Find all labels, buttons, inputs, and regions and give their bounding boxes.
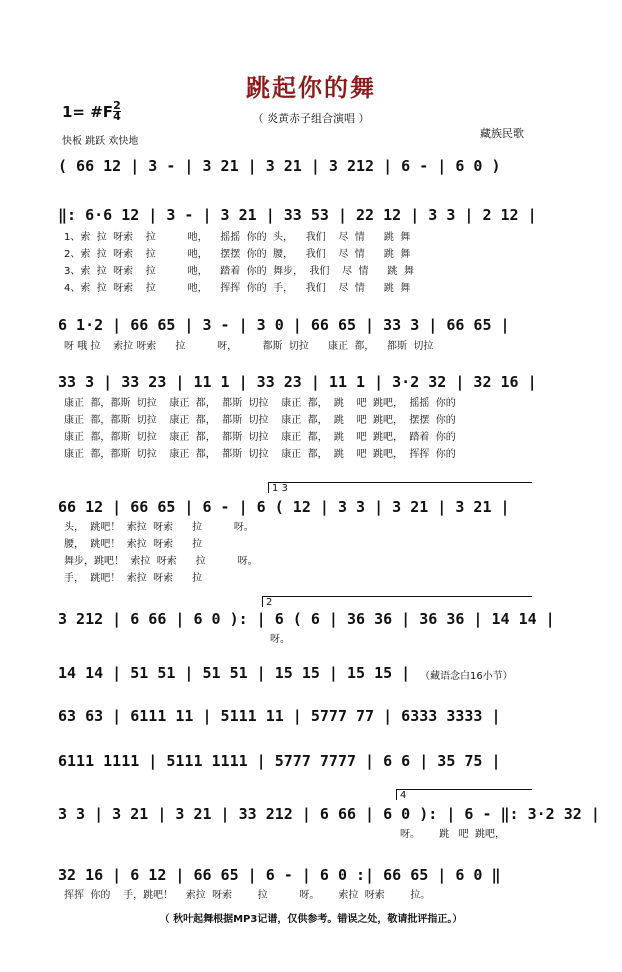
- music-line-9: 6111 1111 | 5111 1111 | 5777 7777 | 6 6 | 35 75 |: [58, 752, 501, 770]
- time-bottom: 4: [113, 110, 121, 123]
- volta-4: 4: [396, 789, 532, 800]
- music-line-6: 3 212 | 6 66 | 6 0 ): | 6 ( 6 | 36 36 | 36 36 | 14 14 |: [58, 610, 555, 628]
- verse-4-line-2: 4、索 拉 呀索 拉 吔， 挥挥 你的 手， 我们 尽 情 跳 舞: [64, 283, 411, 294]
- verse-3-line-2: 3、索 拉 呀索 拉 吔， 踏着 你的 舞步， 我们 尽 情 跳 舞: [64, 266, 414, 277]
- transcription-note: （ 秋叶起舞根据MP3记谱，仅供参考。错误之处，敬请批评指正。）: [159, 914, 463, 925]
- tempo-marking: 快板 跳跃 欢快地: [62, 136, 139, 147]
- verse-1-line-5: 头， 跳吧！ 索拉 呀索 拉 呀。: [64, 522, 254, 533]
- music-line-2: ‖: 6·6 12 | 3 - | 3 21 | 33 53 | 22 12 | 3 3 | 2 12 |: [58, 206, 537, 224]
- lyric-line-3: 呀 哦 拉 索拉 呀索 拉 呀， 都斯 切拉 康正 都， 都斯 切拉: [64, 341, 434, 352]
- verse-4-line-5: 手， 跳吧！ 索拉 呀索 拉: [64, 573, 203, 584]
- verse-3-line-4: 康正 都，都斯 切拉 康正 都， 都斯 切拉 康正 都， 跳 吧 跳吧， 踏着 你的: [64, 432, 456, 443]
- song-title: 跳起你的舞: [246, 74, 376, 102]
- origin-label: 藏族民歌: [480, 127, 524, 140]
- time-top: 2: [113, 99, 121, 112]
- verse-2-line-4: 康正 都，都斯 切拉 康正 都， 都斯 切拉 康正 都， 跳 吧 跳吧， 摆摆 你的: [64, 415, 456, 426]
- music-line-1: ( 66 12 | 3 - | 3 21 | 3 21 | 3 212 | 6 - | 6 0 ): [58, 157, 501, 175]
- music-line-11: 32 16 | 6 12 | 66 65 | 6 - | 6 0 :| 66 65 | 6 0 ‖: [58, 866, 501, 884]
- music-line-5: 66 12 | 66 65 | 6 - | 6 ( 12 | 3 3 | 3 21 | 3 21 |: [58, 498, 510, 516]
- lyric-line-10: 呀。 跳 吧 跳吧，: [400, 829, 505, 840]
- music-line-7: 14 14 | 51 51 | 51 51 | 15 15 | 15 15 |: [58, 664, 411, 682]
- volta-1-3: 1 3: [268, 482, 532, 493]
- volta-2: 2: [262, 596, 532, 607]
- lyric-line-11: 挥挥 你的 手，跳吧！ 索拉 呀索 拉 呀。 索拉 呀索 拉。: [64, 890, 431, 901]
- music-line-4: 33 3 | 33 23 | 11 1 | 33 23 | 11 1 | 3·2 32 | 32 16 |: [58, 373, 537, 391]
- music-line-3: 6 1·2 | 66 65 | 3 - | 3 0 | 66 65 | 33 3 | 66 65 |: [58, 316, 510, 334]
- performer-credit: （ 炎黄赤子组合演唱 ）: [252, 112, 370, 125]
- tibetan-recitation-note: （藏语念白16小节）: [420, 671, 513, 682]
- music-line-8: 63 63 | 6111 11 | 5111 11 | 5777 77 | 6333 3333 |: [58, 707, 501, 725]
- lyric-line-6: 呀。: [270, 634, 290, 645]
- music-line-10: 3 3 | 3 21 | 3 21 | 33 212 | 6 66 | 6 0 ): | 6 - ‖: 3·2 32 |: [58, 805, 600, 823]
- key-signature: 1= #F: [62, 103, 114, 121]
- verse-2-line-2: 2、索 拉 呀索 拉 吔， 摆摆 你的 腰， 我们 尽 情 跳 舞: [64, 249, 411, 260]
- verse-3-line-5: 舞步，跳吧！ 索拉 呀索 拉 呀。: [64, 556, 258, 567]
- verse-1-line-4: 康正 都，都斯 切拉 康正 都， 都斯 切拉 康正 都， 跳 吧 跳吧， 摇摇 你的: [64, 398, 456, 409]
- verse-4-line-4: 康正 都，都斯 切拉 康正 都， 都斯 切拉 康正 都， 跳 吧 跳吧， 挥挥 你的: [64, 449, 456, 460]
- verse-2-line-5: 腰， 跳吧！ 索拉 呀索 拉: [64, 539, 203, 550]
- verse-1-line-2: 1、索 拉 呀索 拉 吔， 摇摇 你的 头， 我们 尽 情 跳 舞: [64, 232, 411, 243]
